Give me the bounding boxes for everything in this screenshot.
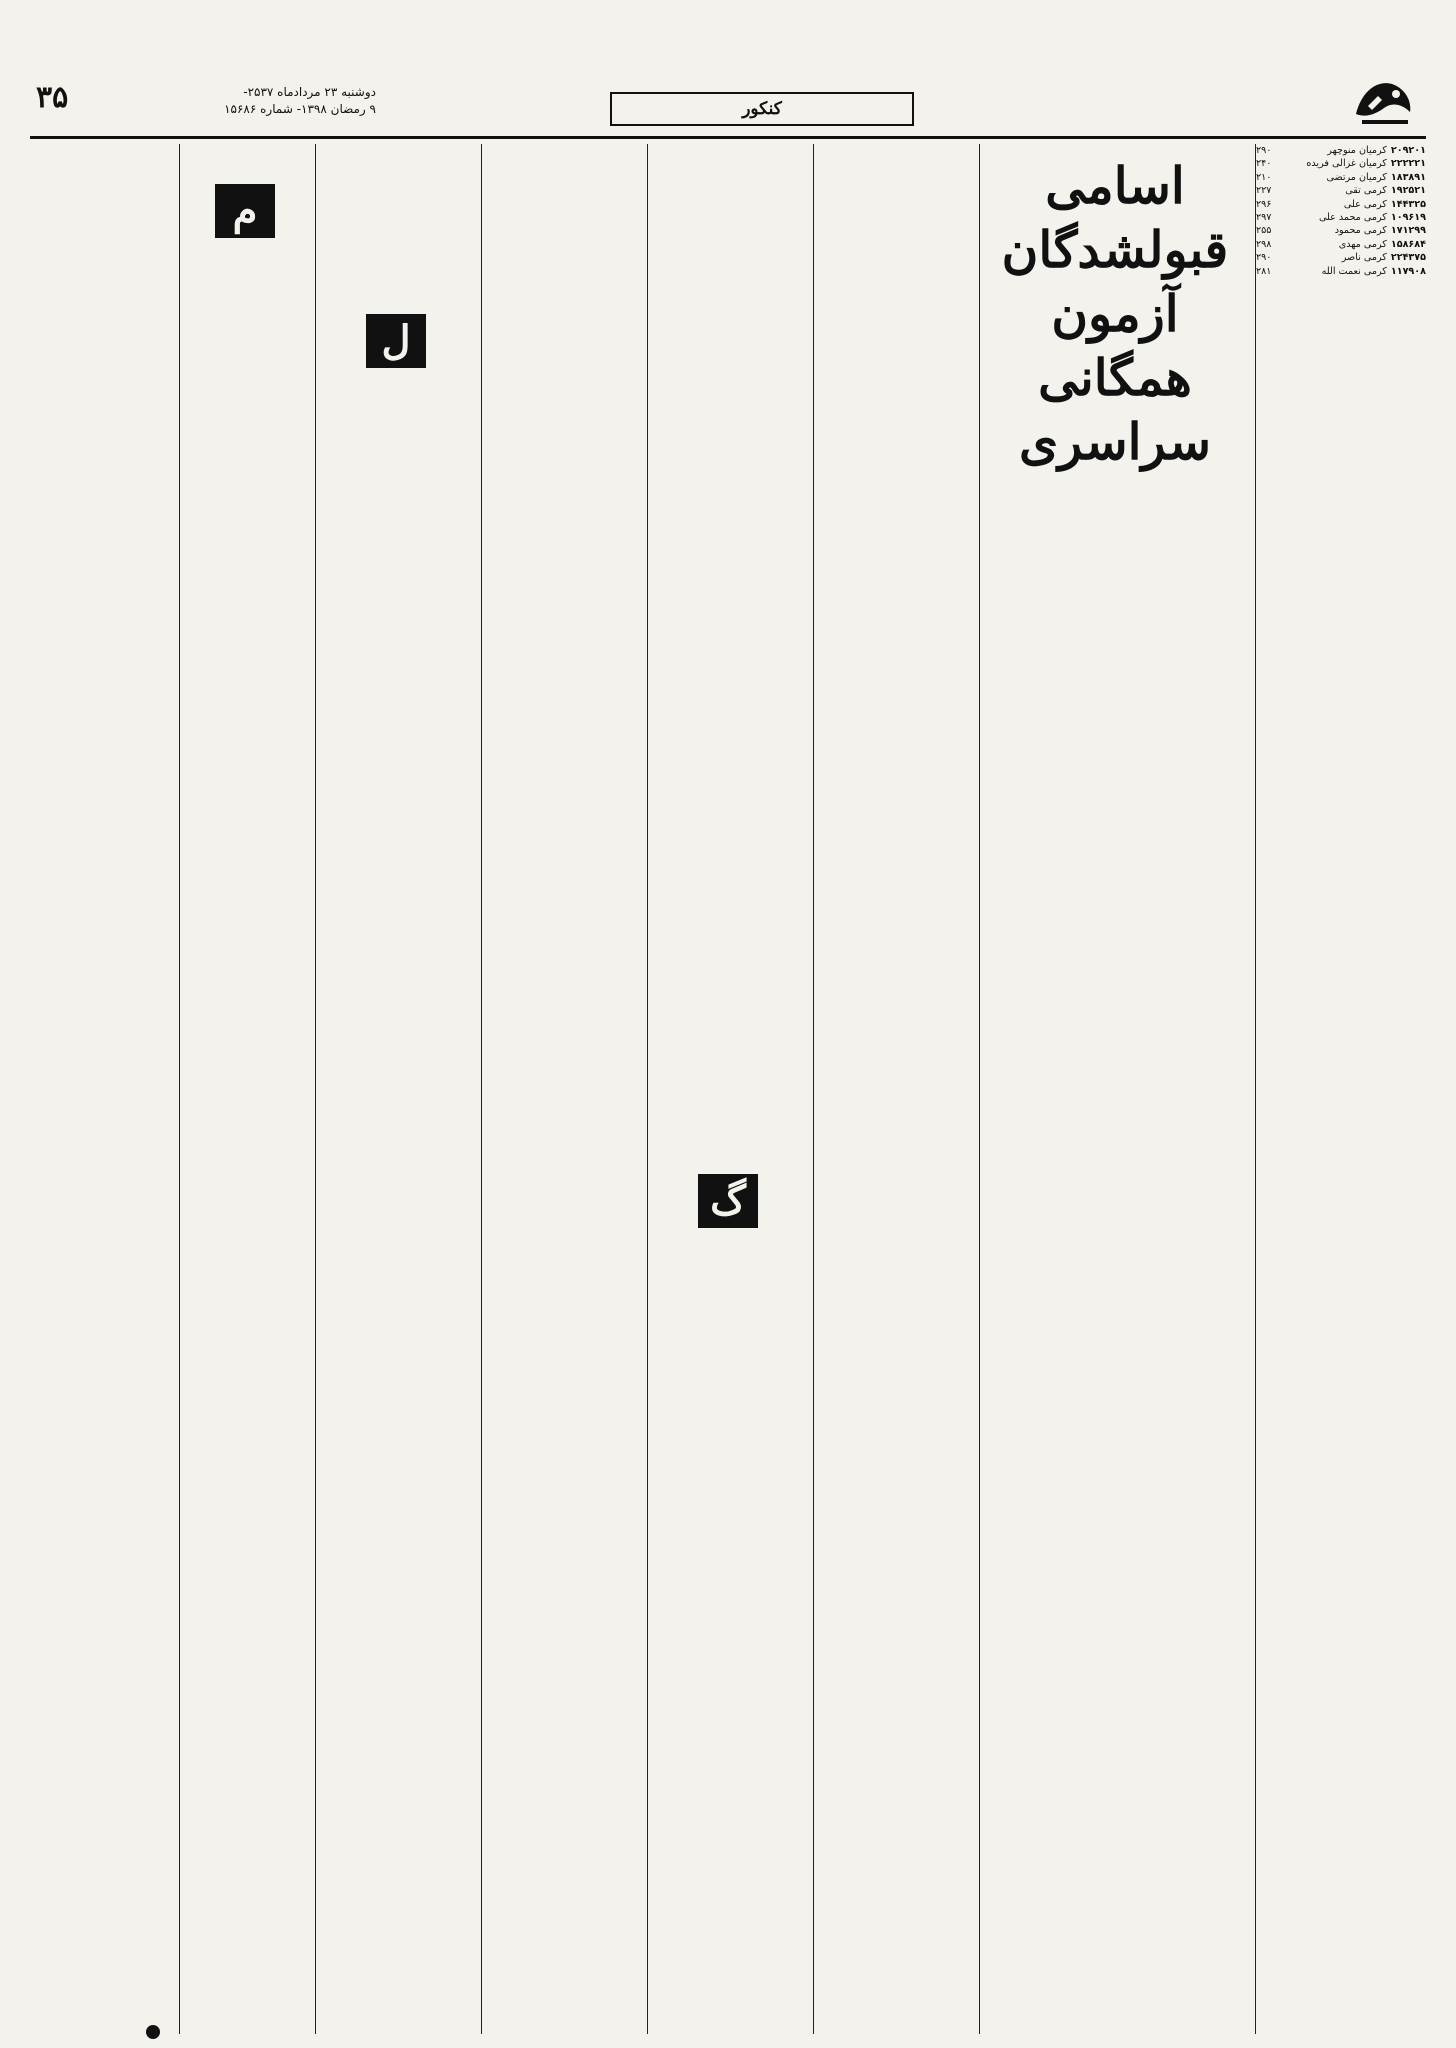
- list-item: [1256, 265, 1426, 278]
- field-code: ۲۲۷: [1256, 185, 1272, 197]
- letter-mim-marker: م: [215, 184, 275, 238]
- candidate-name: کرمیان منوچهر: [1327, 145, 1387, 156]
- page-number: ۳۵: [36, 80, 69, 115]
- column-5: [481, 144, 642, 2034]
- candidate-name: کرمیان غزالی فریده: [1306, 158, 1387, 170]
- candidate-name: کرمیان مرتضی: [1326, 171, 1387, 183]
- candidate-number: ۲۰۹۲۰۱: [1390, 145, 1426, 156]
- newspaper-logo-icon: [1348, 70, 1418, 130]
- field-code: ۲۹۷: [1256, 211, 1272, 223]
- candidate-number: ۱۷۱۲۹۹: [1390, 225, 1426, 237]
- candidate-number: ۱۰۹۶۱۹: [1390, 211, 1426, 223]
- results-body: [30, 144, 1426, 2040]
- candidate-number: ۲۲۲۲۲۱: [1390, 158, 1426, 170]
- headline-line-1: اسامی قبولشدگان: [1001, 156, 1229, 279]
- letter-lam-marker: ل: [366, 314, 426, 368]
- column-7: [179, 144, 310, 2034]
- field-code: ۲۸۱: [1256, 265, 1272, 277]
- list-item: [1256, 238, 1426, 251]
- column-2: [979, 144, 1250, 2034]
- column-8: [30, 144, 174, 2034]
- list-item: [1256, 184, 1426, 197]
- candidate-number: ۲۲۴۳۷۵: [1390, 252, 1426, 264]
- headline: [980, 144, 1250, 471]
- candidate-name: کرمی محمود: [1334, 225, 1387, 237]
- field-code: ۲۹۶: [1256, 198, 1272, 210]
- column-3: [813, 144, 974, 2034]
- date-line-1: دوشنبه ۲۳ مردادماه ۲۵۳۷-: [243, 85, 376, 99]
- column-6: [315, 144, 476, 2034]
- bullet-dot: [146, 2025, 160, 2039]
- candidate-number: ۱۴۴۳۲۵: [1390, 198, 1426, 210]
- candidate-name: کرمی علی: [1343, 198, 1387, 210]
- candidate-number: ۱۱۷۹۰۸: [1390, 265, 1426, 277]
- field-code: ۲۹۰: [1256, 145, 1272, 156]
- candidate-number: ۱۹۲۵۲۱: [1390, 185, 1426, 197]
- list-item: [1256, 157, 1426, 170]
- newspaper-page: [30, 40, 1426, 2040]
- list-item: [1256, 224, 1426, 237]
- column-4: [647, 144, 808, 2034]
- candidate-number: ۱۵۸۶۸۴: [1390, 238, 1426, 250]
- list-item: [1256, 198, 1426, 211]
- candidate-number: ۱۸۳۸۹۱: [1390, 171, 1426, 183]
- list-item: [1256, 251, 1426, 264]
- field-code: ۲۵۵: [1256, 225, 1272, 237]
- list-item: [1256, 211, 1426, 224]
- candidate-name: کرمی مهدی: [1338, 238, 1387, 250]
- column-1: [1255, 144, 1426, 2034]
- field-code: ۲۹۸: [1256, 238, 1272, 250]
- field-code: ۲۹۰: [1256, 252, 1272, 264]
- section-title: کنکور: [610, 92, 914, 126]
- entries: [1256, 144, 1426, 278]
- list-item: [1256, 144, 1426, 157]
- page-header: [30, 40, 1426, 139]
- candidate-name: کرمی ناصر: [1341, 252, 1387, 264]
- field-code: ۲۱۰: [1256, 171, 1272, 183]
- date-line: [116, 84, 376, 118]
- list-item: [1256, 171, 1426, 184]
- field-code: ۲۴۰: [1256, 158, 1272, 170]
- letter-gaf-marker: گ: [698, 1174, 758, 1228]
- candidate-name: کرمی نعمت الله: [1321, 265, 1387, 277]
- candidate-name: کرمی محمد علی: [1318, 211, 1387, 223]
- candidate-name: کرمی تقی: [1345, 185, 1387, 197]
- headline-line-2: آزمون همگانی سراسری: [1019, 284, 1211, 471]
- date-line-2: ۹ رمضان ۱۳۹۸- شماره ۱۵۶۸۶: [224, 102, 376, 116]
